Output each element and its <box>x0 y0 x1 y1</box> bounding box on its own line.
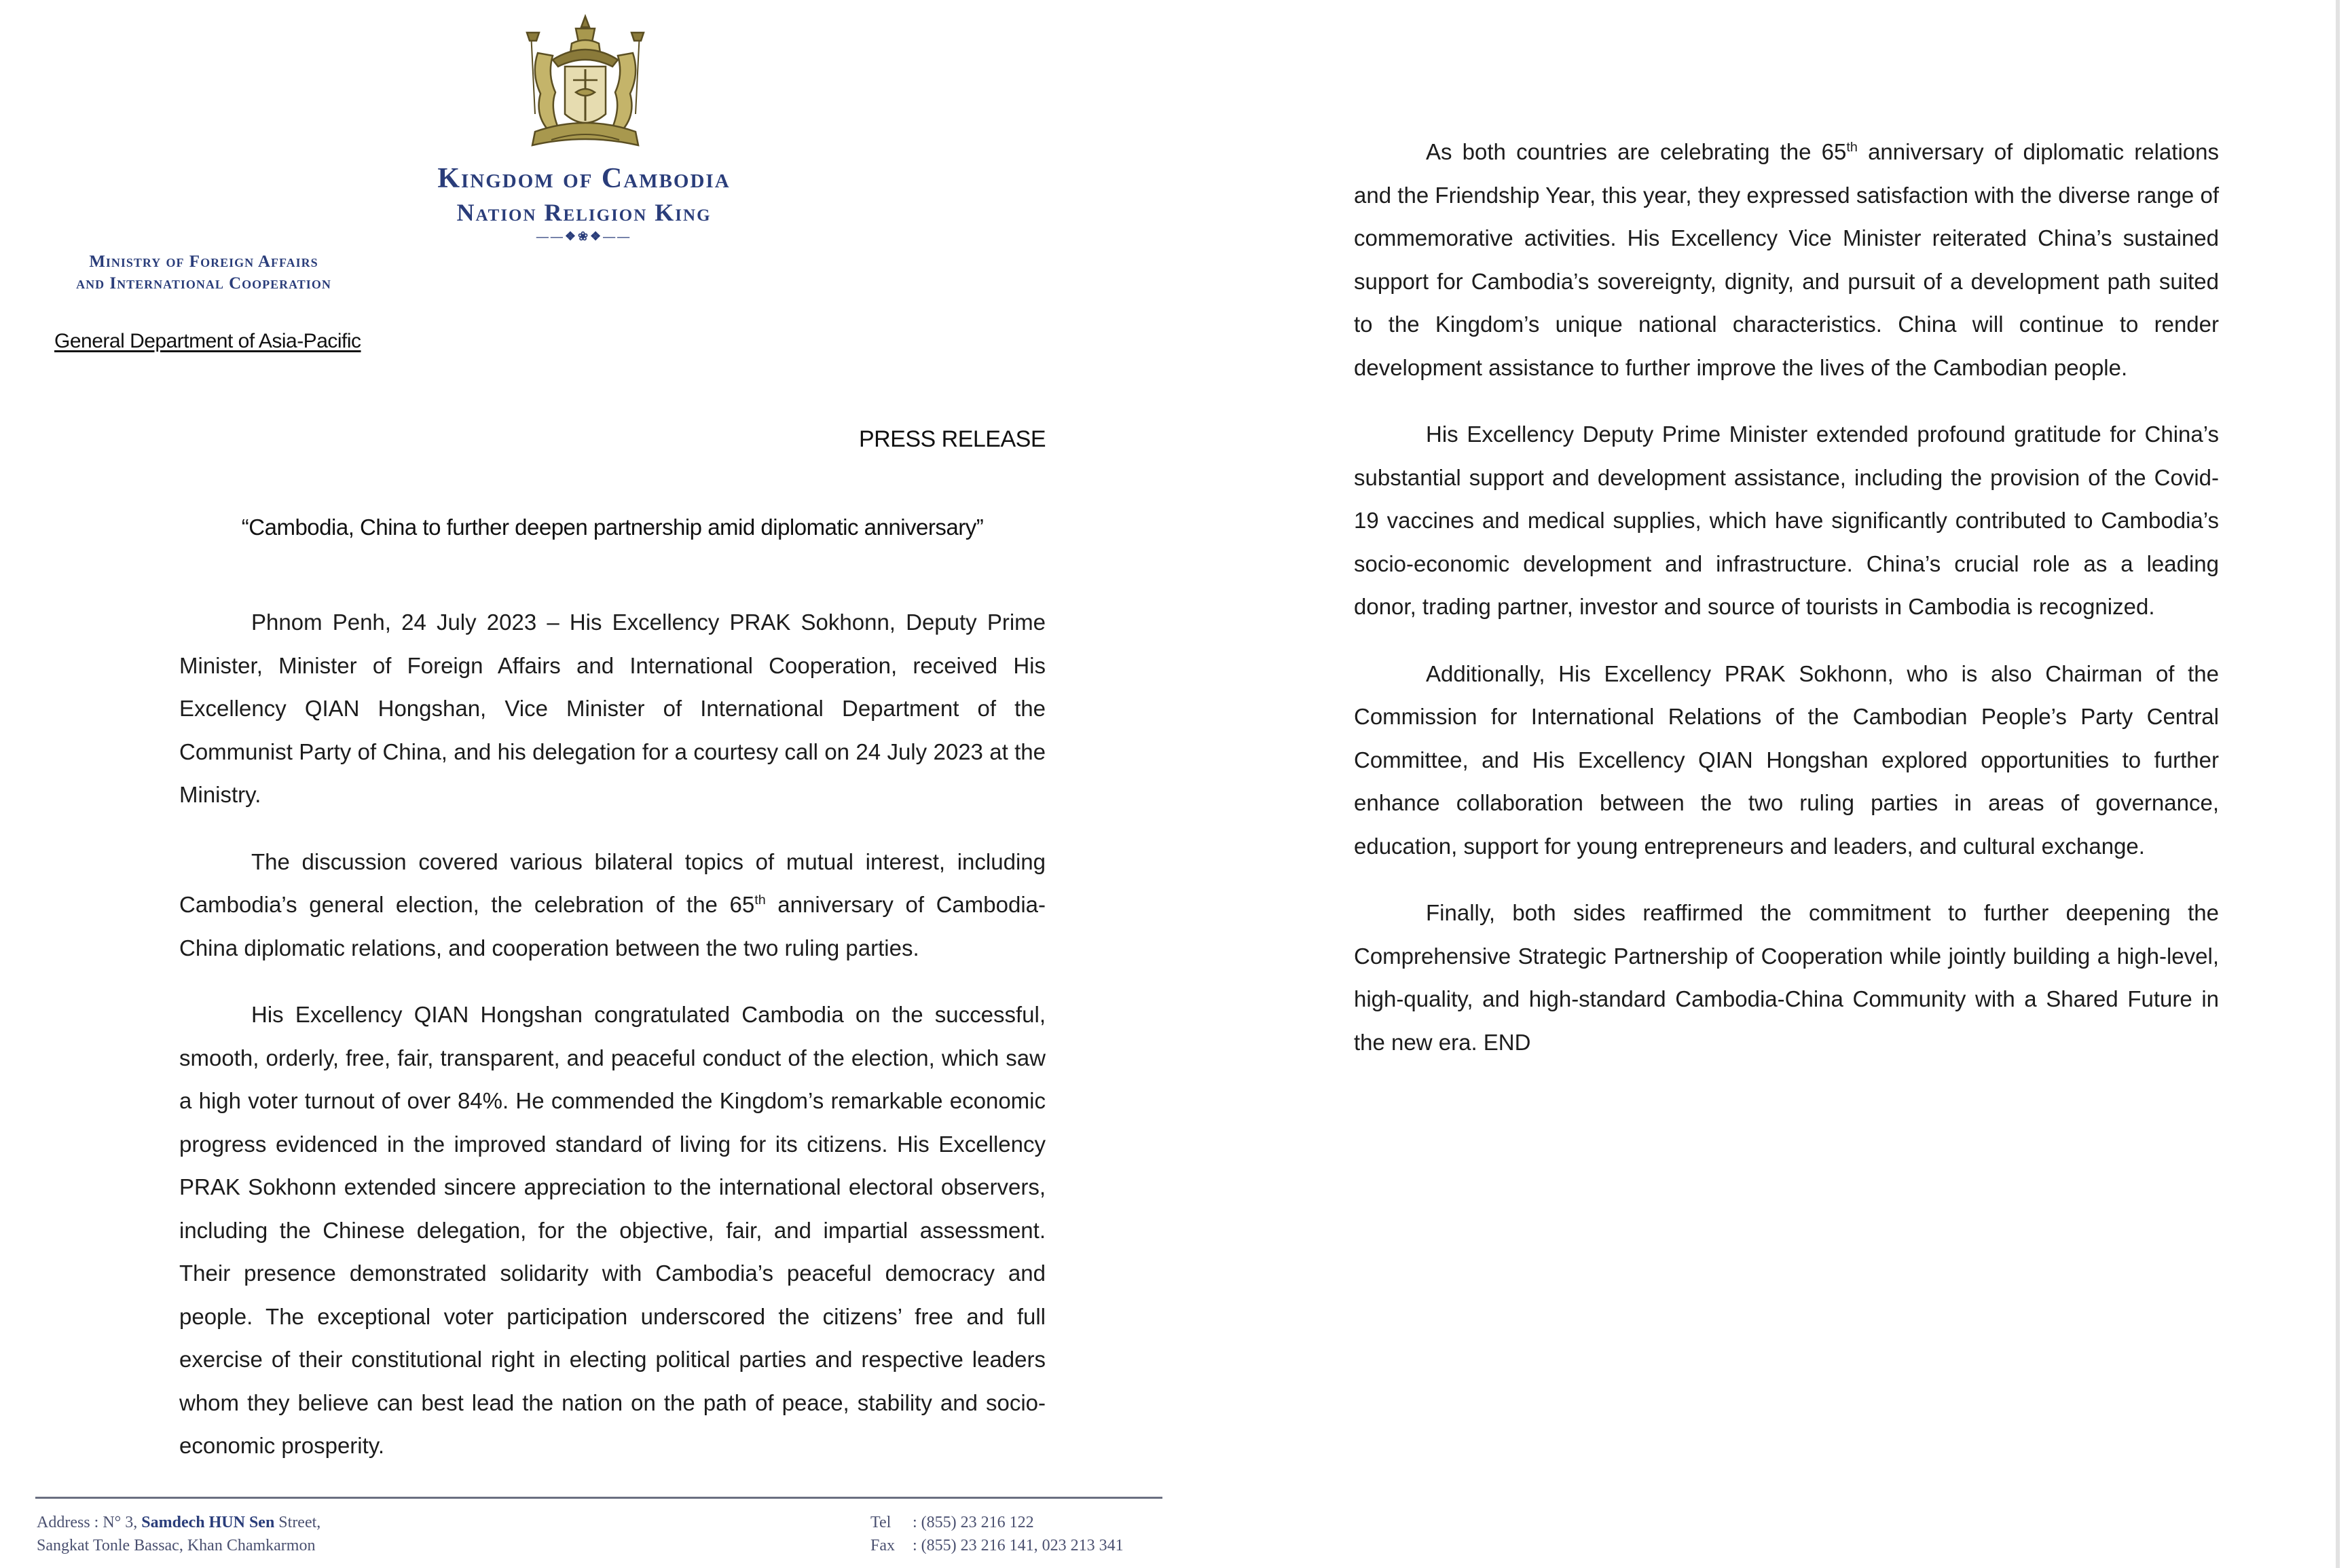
national-motto: Nation Religion King <box>456 199 712 226</box>
ordinal-suffix: th <box>1846 140 1858 155</box>
paragraph-discussion-part1: The discussion covered various bilateral topics of mutual interest, including Cambodia’s general election, the celebration of the 65 <box>179 848 1046 917</box>
address-line-1 <box>37 1511 716 1534</box>
telephone-line <box>870 1511 1183 1534</box>
fax-line <box>870 1534 1183 1557</box>
page-edge-divider <box>2336 0 2340 1568</box>
address-street-name: Samdech HUN Sen <box>141 1514 275 1531</box>
ministry-name <box>20 251 387 295</box>
paragraph-intro: Phnom Penh, 24 July 2023 – His Excellency PRAK Sokhonn, Deputy Prime Minister, Minister of Foreign Affairs and International Cooperation, received His Excellency QIAN Hongshan, Vice Minister of International Department of the Communist Party of China, and his delegation for a courtesy call on 24 July 2023 at the Ministry. <box>179 610 1046 807</box>
paragraph-party-cooperation: Additionally, His Excellency PRAK Sokhonn, who is also Chairman of the Commission for International Relations of the Cambodian People’s Party Central Committee, and His Excellency QIAN Hongshan explored opportunities to further enhance collaboration between the two ruling parties in areas of governance, education, support for young entrepreneurs and leaders, and cultural exchange. <box>1354 660 2219 859</box>
press-release-label: PRESS RELEASE <box>858 426 1046 452</box>
royal-coat-of-arms-emblem <box>511 12 660 151</box>
kingdom-heading <box>380 160 788 244</box>
paragraph-discussion-part2: anniversary of Cambodia-China diplomatic relations, and cooperation between the two ruling parties. <box>179 892 1046 960</box>
tel-label: Tel <box>870 1514 892 1531</box>
footer-address <box>37 1511 716 1557</box>
tel-value: : (855) 23 216 122 <box>913 1514 1034 1531</box>
address-street-suffix: Street, <box>274 1514 321 1531</box>
footer-divider <box>35 1497 1162 1499</box>
ministry-line-1: Ministry of Foreign Affairs <box>89 253 318 271</box>
address-line-2: Sangkat Tonle Bassac, Khan Chamkarmon <box>37 1537 316 1554</box>
paragraph-anniversary-part2: anniversary of diplomatic relations and the Friendship Year, this year, they expressed satisfaction with the diverse range of commemorative activities. His Excellency Vice Minister reiterated China’s sustained support for Cambodia’s sovereignty, dignity, and pursuit of a development path suited to the Kingdom’s unique national characteristics. China will continue to render development assistance to further improve the lives of the Cambodian people. <box>1354 139 2219 380</box>
paragraph-gratitude: His Excellency Deputy Prime Minister extended profound gratitude for China’s substantial support and development assistance, including the provision of the Covid-19 vaccines and medical supplies, which have significantly contributed to Cambodia’s socio-economic development and infrastructure. China’s crucial role as a leading donor, trading partner, investor and source of tourists in Cambodia is recognized. <box>1354 422 2219 619</box>
ministry-line-2: and International Cooperation <box>76 274 331 293</box>
department-name: General Department of Asia-Pacific <box>54 330 361 352</box>
ordinal-suffix: th <box>754 893 766 908</box>
address-prefix: Address : N° 3, <box>37 1514 142 1531</box>
footer-contact <box>870 1511 1183 1557</box>
paragraph-discussion <box>179 840 1046 970</box>
fax-label: Fax <box>870 1537 895 1554</box>
body-column-right <box>1354 130 2219 1087</box>
fax-value: : (855) 23 216 141, 023 213 341 <box>913 1537 1124 1554</box>
ornament-divider-icon: ——❖❀❖—— <box>536 229 632 243</box>
kingdom-name: Kingdom of Cambodia <box>437 163 731 194</box>
paragraph-conclusion: Finally, both sides reaffirmed the commitment to further deepening the Comprehensive Strategic Partnership of Cooperation while jointly building a high-level, high-quality, and high-standard Cambodia-China Community with a Shared Future in the new era. END <box>1354 900 2219 1055</box>
paragraph-anniversary <box>1354 130 2219 389</box>
press-release-headline: “Cambodia, China to further deepen partnership amid diplomatic anniversary” <box>241 515 984 540</box>
body-column-left <box>179 601 1046 1491</box>
paragraph-anniversary-part1: As both countries are celebrating the 65 <box>1426 139 1847 164</box>
paragraph-election: His Excellency QIAN Hongshan congratulated Cambodia on the successful, smooth, orderly, free, fair, transparent, and peaceful conduct of the election, which saw a high voter turnout of over 84%. He commended the Kingdom’s remarkable economic progress evidenced in the improved standard of living for its citizens. His Excellency PRAK Sokhonn extended sincere appreciation to the international electoral observers, including the Chinese delegation, for the objective, fair, and impartial assessment. Their presence demonstrated solidarity with Cambodia’s peaceful democracy and people. The exceptional voter participation underscored the citizens’ free and full exercise of their constitutional right in electing political parties and respective leaders whom they believe can best lead the nation on the path of peace, stability and socio-economic prosperity. <box>179 1002 1046 1458</box>
